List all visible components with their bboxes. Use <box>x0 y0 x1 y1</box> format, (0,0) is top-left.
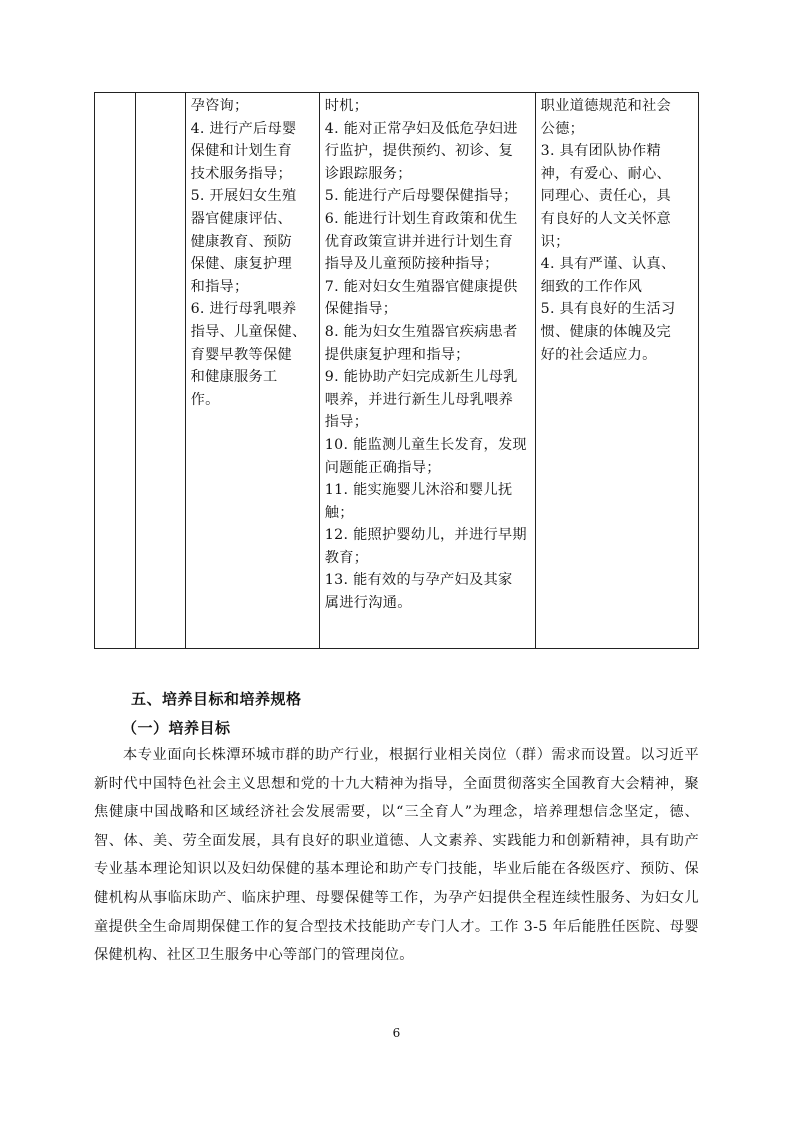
table-cell-line: 13. 能有效的与孕产妇及其家 <box>324 572 513 589</box>
table-cell-line: 识； <box>540 233 570 250</box>
table-cell-line: 4. 能对正常孕妇及低危孕妇进 <box>324 120 518 137</box>
table-cell-line: 职业道德规范和社会 <box>540 98 672 114</box>
table-cell-line: 5. 能进行产后母婴保健指导； <box>324 188 518 205</box>
table-cell-line: 4. 进行产后母婴 <box>190 120 297 137</box>
table-cell-line: 4. 具有严谨、认真、 <box>540 256 676 273</box>
table-cell-line: 好的社会适应力。 <box>540 346 657 363</box>
table-cell-line: 6. 进行母乳喂养 <box>190 301 297 318</box>
table-cell-line: 保健和计划生育 <box>190 143 292 160</box>
table-cell-qualities <box>535 93 698 649</box>
table-cell-line: 细致的工作作风 <box>540 278 643 295</box>
qualities-list <box>541 95 694 366</box>
table-cell-line: 6. 能进行计划生育政策和优生 <box>324 210 518 227</box>
table-cell-line: 作。 <box>190 391 220 408</box>
table-cell-line: 喂养，并进行新生儿母乳喂养 <box>324 391 514 408</box>
table-cell-line: 10. 能监测儿童生长发育，发现 <box>324 436 527 453</box>
abilities-list <box>325 95 531 615</box>
table-cell-line: 孕咨询； <box>190 98 249 114</box>
table-cell-abilities <box>319 93 535 649</box>
table-cell-category <box>95 93 136 649</box>
table-cell-line: 指导； <box>324 414 369 431</box>
section-heading: 五、培养目标和培养规格 <box>131 690 302 708</box>
table-cell-line: 育婴早教等保健 <box>190 346 292 363</box>
table-cell-line: 教育； <box>324 549 369 566</box>
table-cell-line: 指导、儿童保健、 <box>190 323 307 340</box>
table-cell-line: 提供康复护理和指导； <box>324 346 470 363</box>
section-subheading: （一）培养目标 <box>122 719 231 737</box>
table-cell-line: 触； <box>324 504 354 521</box>
table-cell-line: 优育政策宣讲并进行计划生育 <box>324 233 514 250</box>
page-number: 6 <box>392 1026 401 1040</box>
table-cell-line: 属进行沟通。 <box>324 595 412 612</box>
table-cell-subcategory <box>136 93 185 649</box>
table-cell-line: 诊跟踪服务； <box>324 165 412 182</box>
table-cell-line: 问题能正确指导； <box>324 459 441 476</box>
job-tasks-list <box>191 95 315 411</box>
table-cell-line: 8. 能为妇女生殖器官疾病患者 <box>324 323 518 340</box>
table-cell-line: 5. 具有良好的生活习 <box>540 301 676 318</box>
table-cell-line: 同理心、责任心，具 <box>540 188 672 205</box>
table-cell-line: 技术服务指导； <box>190 165 292 182</box>
table-cell-line: 12. 能照护婴幼儿，并进行早期 <box>324 527 527 544</box>
training-objective-paragraph: 本专业面向长株潭环城市群的助产行业，根据行业相关岗位（群）需求而设置。以习近平新时代中国特色社会主义思想和党的十九大精神为指导，全面贯彻落实全国教育大会精神，聚焦健康中国战略和区域经济社会发展需要，以“三全育人”为理念，培养理想信念坚定，德、智、体、美、劳全面发展，具有良好的职业道德、人文素养、实践能力和创新精神，具有助产专业基本理论知识以及妇幼保健的基本理论和助产专门技能，毕业后能在各级医疗、预防、保健机构从事临床助产、临床护理、母婴保健等工作，为孕产妇提供全程连续性服务、为妇女儿童提供全生命周期保健工作的复合型技术技能助产专门人才。工作 3-5 年后能胜任医院、母婴保健机构、社区卫生服务中心等部门的管理岗位。 <box>94 747 699 964</box>
table-cell-line: 公德； <box>540 120 585 137</box>
table-cell-line: 时机； <box>324 98 369 114</box>
table-row <box>95 93 699 649</box>
table-cell-line: 指导及儿童预防接种指导； <box>324 256 499 273</box>
table-cell-line: 9. 能协助产妇完成新生儿母乳 <box>324 369 518 386</box>
table-cell-line: 健康教育、预防 <box>190 233 292 250</box>
table-cell-line: 器官健康评估、 <box>190 210 292 227</box>
table-cell-line: 行监护，提供预约、初诊、复 <box>324 143 514 160</box>
training-plan-table <box>94 92 699 649</box>
table-cell-line: 7. 能对妇女生殖器官健康提供 <box>324 278 518 295</box>
table-cell-line: 和健康服务工 <box>190 369 278 386</box>
table-cell-line: 3. 具有团队协作精 <box>540 143 662 160</box>
table-cell-line: 5. 开展妇女生殖 <box>190 188 297 205</box>
table-cell-line: 11. 能实施婴儿沐浴和婴儿抚 <box>324 482 513 499</box>
table-cell-job-tasks <box>185 93 319 649</box>
table-cell-line: 保健指导； <box>324 301 398 318</box>
table-cell-line: 神，有爱心、耐心、 <box>540 165 672 182</box>
table-cell-line: 保健、康复护理 <box>190 256 292 273</box>
table-cell-line: 有良好的人文关怀意 <box>540 210 672 227</box>
table-cell-line: 和指导； <box>190 278 249 295</box>
table-cell-line: 惯、健康的体魄及完 <box>540 323 672 340</box>
